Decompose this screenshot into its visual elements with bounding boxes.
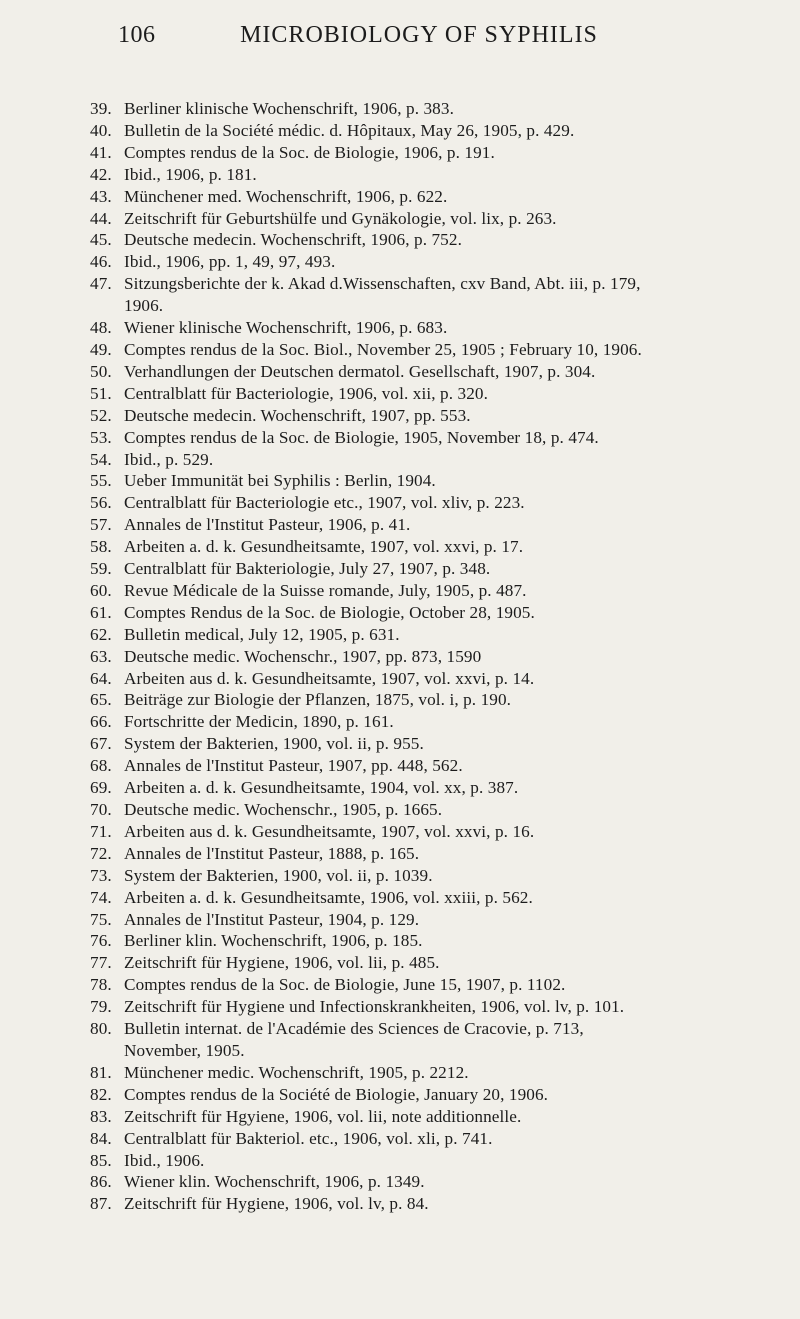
reference-text: Comptes rendus de la Soc. Biol., November 25, 1905 ; February 10, 1906. — [124, 339, 642, 359]
reference-number: 42. — [90, 164, 112, 184]
reference-item — [90, 383, 780, 405]
reference-number: 87. — [90, 1194, 112, 1214]
reference-text: Münchener med. Wochenschrift, 1906, p. 622. — [124, 186, 448, 206]
reference-text: Arbeiten a. d. k. Gesundheitsamte, 1907, vol. xxvi, p. 17. — [124, 537, 524, 557]
reference-item — [90, 1128, 780, 1150]
reference-text: Comptes rendus de la Société de Biologie, January 20, 1906. — [124, 1084, 549, 1104]
reference-number: 76. — [90, 931, 112, 951]
reference-text: Deutsche medecin. Wochenschrift, 1906, p. 752. — [124, 230, 462, 250]
reference-text: Annales de l'Institut Pasteur, 1904, p. 129. — [124, 909, 420, 929]
reference-item — [90, 1106, 780, 1128]
reference-text: Wiener klin. Wochenschrift, 1906, p. 1349. — [124, 1172, 425, 1192]
reference-number: 77. — [90, 953, 112, 973]
reference-item — [90, 514, 780, 536]
reference-text: Ibid., 1906, p. 181. — [124, 164, 257, 184]
reference-text: Ibid., p. 529. — [124, 449, 214, 469]
reference-number: 66. — [90, 712, 112, 732]
reference-item — [90, 492, 780, 514]
reference-list — [90, 98, 780, 1215]
reference-number: 86. — [90, 1172, 112, 1192]
reference-item — [90, 98, 780, 120]
reference-item — [90, 1171, 780, 1193]
reference-text: Centralblatt für Bakteriologie, July 27, 1907, p. 348. — [124, 559, 491, 579]
reference-item — [90, 887, 780, 909]
reference-item — [90, 229, 780, 251]
reference-text: Deutsche medic. Wochenschr., 1907, pp. 873, 1590 — [124, 646, 482, 666]
reference-text: Ibid., 1906. — [124, 1150, 205, 1170]
reference-number: 64. — [90, 668, 112, 688]
reference-number: 65. — [90, 690, 112, 710]
reference-item — [90, 164, 780, 186]
reference-item — [90, 843, 780, 865]
reference-text: Zeitschrift für Hygiene und Infectionskrankheiten, 1906, vol. lv, p. 101. — [124, 997, 625, 1017]
reference-number: 72. — [90, 843, 112, 863]
reference-number: 39. — [90, 99, 112, 118]
page-number: 106 — [118, 22, 156, 48]
reference-text: Berliner klinische Wochenschrift, 1906, p. 383. — [124, 99, 454, 118]
reference-item — [90, 470, 780, 492]
reference-item — [90, 536, 780, 558]
running-title: MICROBIOLOGY OF SYPHILIS — [240, 22, 598, 48]
reference-number: 73. — [90, 865, 112, 885]
reference-number: 46. — [90, 252, 112, 272]
reference-text: Annales de l'Institut Pasteur, 1906, p. 41. — [124, 515, 411, 535]
reference-number: 67. — [90, 734, 112, 754]
reference-text: Centralblatt für Bakteriol. etc., 1906, vol. xli, p. 741. — [124, 1128, 493, 1148]
reference-number: 40. — [90, 120, 112, 140]
reference-text: Sitzungsberichte der k. Akad d.Wissenschaften, cxv Band, Abt. iii, p. 179, — [124, 274, 641, 294]
reference-text-continuation: November, 1905. — [124, 1040, 245, 1060]
reference-item — [90, 1193, 780, 1215]
reference-number: 50. — [90, 361, 112, 381]
reference-number: 57. — [90, 515, 112, 535]
reference-text: Ibid., 1906, pp. 1, 49, 97, 493. — [124, 252, 336, 272]
reference-item — [90, 711, 780, 733]
reference-number: 54. — [90, 449, 112, 469]
reference-text: Verhandlungen der Deutschen dermatol. Gesellschaft, 1907, p. 304. — [124, 361, 596, 381]
reference-text: Annales de l'Institut Pasteur, 1888, p. 165. — [124, 843, 420, 863]
reference-text: System der Bakterien, 1900, vol. ii, p. 1039. — [124, 865, 433, 885]
reference-text: System der Bakterien, 1900, vol. ii, p. 955. — [124, 734, 424, 754]
reference-number: 43. — [90, 186, 112, 206]
reference-item — [90, 865, 780, 887]
reference-number: 71. — [90, 821, 112, 841]
reference-text: Comptes Rendus de la Soc. de Biologie, October 28, 1905. — [124, 602, 535, 622]
reference-number: 58. — [90, 537, 112, 557]
reference-number: 68. — [90, 756, 112, 776]
reference-number: 74. — [90, 887, 112, 907]
reference-item — [90, 273, 780, 317]
reference-number: 79. — [90, 997, 112, 1017]
reference-number: 63. — [90, 646, 112, 666]
reference-text: Comptes rendus de la Soc. de Biologie, June 15, 1907, p. 1102. — [124, 975, 566, 995]
reference-item — [90, 689, 780, 711]
reference-text: Bulletin internat. de l'Académie des Sciences de Cracovie, p. 713, — [124, 1019, 584, 1039]
reference-number: 51. — [90, 383, 112, 403]
reference-number: 81. — [90, 1062, 112, 1082]
reference-number: 85. — [90, 1150, 112, 1170]
reference-item — [90, 799, 780, 821]
reference-number: 45. — [90, 230, 112, 250]
reference-number: 53. — [90, 427, 112, 447]
reference-item — [90, 821, 780, 843]
reference-text: Zeitschrift für Geburtshülfe und Gynäkologie, vol. lix, p. 263. — [124, 208, 557, 228]
reference-number: 61. — [90, 602, 112, 622]
reference-number: 75. — [90, 909, 112, 929]
reference-number: 69. — [90, 778, 112, 798]
reference-text: Wiener klinische Wochenschrift, 1906, p. 683. — [124, 318, 448, 338]
reference-text: Arbeiten aus d. k. Gesundheitsamte, 1907, vol. xxvi, p. 14. — [124, 668, 535, 688]
reference-item — [90, 755, 780, 777]
reference-text: Comptes rendus de la Soc. de Biologie, 1906, p. 191. — [124, 142, 495, 162]
reference-item — [90, 208, 780, 230]
reference-text-continuation: 1906. — [124, 296, 164, 316]
reference-text: Centralblatt für Bacteriologie, 1906, vol. xii, p. 320. — [124, 383, 488, 403]
reference-number: 59. — [90, 559, 112, 579]
reference-item — [90, 142, 780, 164]
reference-text: Fortschritte der Medicin, 1890, p. 161. — [124, 712, 394, 732]
reference-number: 80. — [90, 1019, 112, 1039]
reference-number: 44. — [90, 208, 112, 228]
reference-item — [90, 251, 780, 273]
reference-text: Arbeiten a. d. k. Gesundheitsamte, 1904, vol. xx, p. 387. — [124, 778, 519, 798]
reference-text: Zeitschrift für Hygiene, 1906, vol. lii, p. 485. — [124, 953, 440, 973]
reference-text: Arbeiten a. d. k. Gesundheitsamte, 1906, vol. xxiii, p. 562. — [124, 887, 533, 907]
reference-text: Annales de l'Institut Pasteur, 1907, pp. 448, 562. — [124, 756, 463, 776]
reference-item — [90, 1018, 780, 1062]
reference-text: Zeitschrift für Hgyiene, 1906, vol. lii, note additionnelle. — [124, 1106, 522, 1126]
reference-text: Revue Médicale de la Suisse romande, July, 1905, p. 487. — [124, 580, 527, 600]
reference-item — [90, 120, 780, 142]
reference-item — [90, 952, 780, 974]
reference-text: Beiträge zur Biologie der Pflanzen, 1875, vol. i, p. 190. — [124, 690, 512, 710]
reference-number: 62. — [90, 624, 112, 644]
reference-item — [90, 930, 780, 952]
reference-item — [90, 1150, 780, 1172]
reference-text: Deutsche medic. Wochenschr., 1905, p. 1665. — [124, 800, 443, 819]
reference-number: 84. — [90, 1128, 112, 1148]
reference-item — [90, 1062, 780, 1084]
reference-number: 56. — [90, 493, 112, 513]
reference-number: 82. — [90, 1084, 112, 1104]
reference-item — [90, 974, 780, 996]
reference-item — [90, 186, 780, 208]
reference-text: Deutsche medecin. Wochenschrift, 1907, pp. 553. — [124, 405, 471, 425]
reference-text: Münchener medic. Wochenschrift, 1905, p. 2212. — [124, 1062, 469, 1082]
reference-item — [90, 449, 780, 471]
reference-item — [90, 558, 780, 580]
reference-item — [90, 361, 780, 383]
reference-item — [90, 909, 780, 931]
reference-item — [90, 317, 780, 339]
reference-item — [90, 646, 780, 668]
reference-number: 83. — [90, 1106, 112, 1126]
reference-item — [90, 624, 780, 646]
reference-item — [90, 602, 780, 624]
reference-text: Ueber Immunität bei Syphilis : Berlin, 1904. — [124, 471, 436, 491]
reference-number: 55. — [90, 471, 112, 491]
reference-number: 49. — [90, 339, 112, 359]
reference-text: Bulletin medical, July 12, 1905, p. 631. — [124, 624, 400, 644]
reference-text: Arbeiten aus d. k. Gesundheitsamte, 1907, vol. xxvi, p. 16. — [124, 821, 535, 841]
page-header — [0, 22, 800, 62]
reference-item — [90, 580, 780, 602]
reference-text: Bulletin de la Société médic. d. Hôpitaux, May 26, 1905, p. 429. — [124, 120, 575, 140]
reference-item — [90, 777, 780, 799]
reference-item — [90, 405, 780, 427]
reference-text: Berliner klin. Wochenschrift, 1906, p. 185. — [124, 931, 423, 951]
reference-item — [90, 733, 780, 755]
reference-text: Comptes rendus de la Soc. de Biologie, 1905, November 18, p. 474. — [124, 427, 599, 447]
reference-text: Zeitschrift für Hygiene, 1906, vol. lv, p. 84. — [124, 1194, 429, 1214]
reference-number: 60. — [90, 580, 112, 600]
reference-item — [90, 1084, 780, 1106]
reference-item — [90, 339, 780, 361]
reference-text: Centralblatt für Bacteriologie etc., 1907, vol. xliv, p. 223. — [124, 493, 525, 513]
reference-number: 48. — [90, 318, 112, 338]
reference-number: 41. — [90, 142, 112, 162]
reference-number: 70. — [90, 800, 112, 819]
reference-number: 47. — [90, 274, 112, 294]
reference-number: 78. — [90, 975, 112, 995]
reference-number: 52. — [90, 405, 112, 425]
reference-item — [90, 996, 780, 1018]
reference-item — [90, 668, 780, 690]
reference-item — [90, 427, 780, 449]
